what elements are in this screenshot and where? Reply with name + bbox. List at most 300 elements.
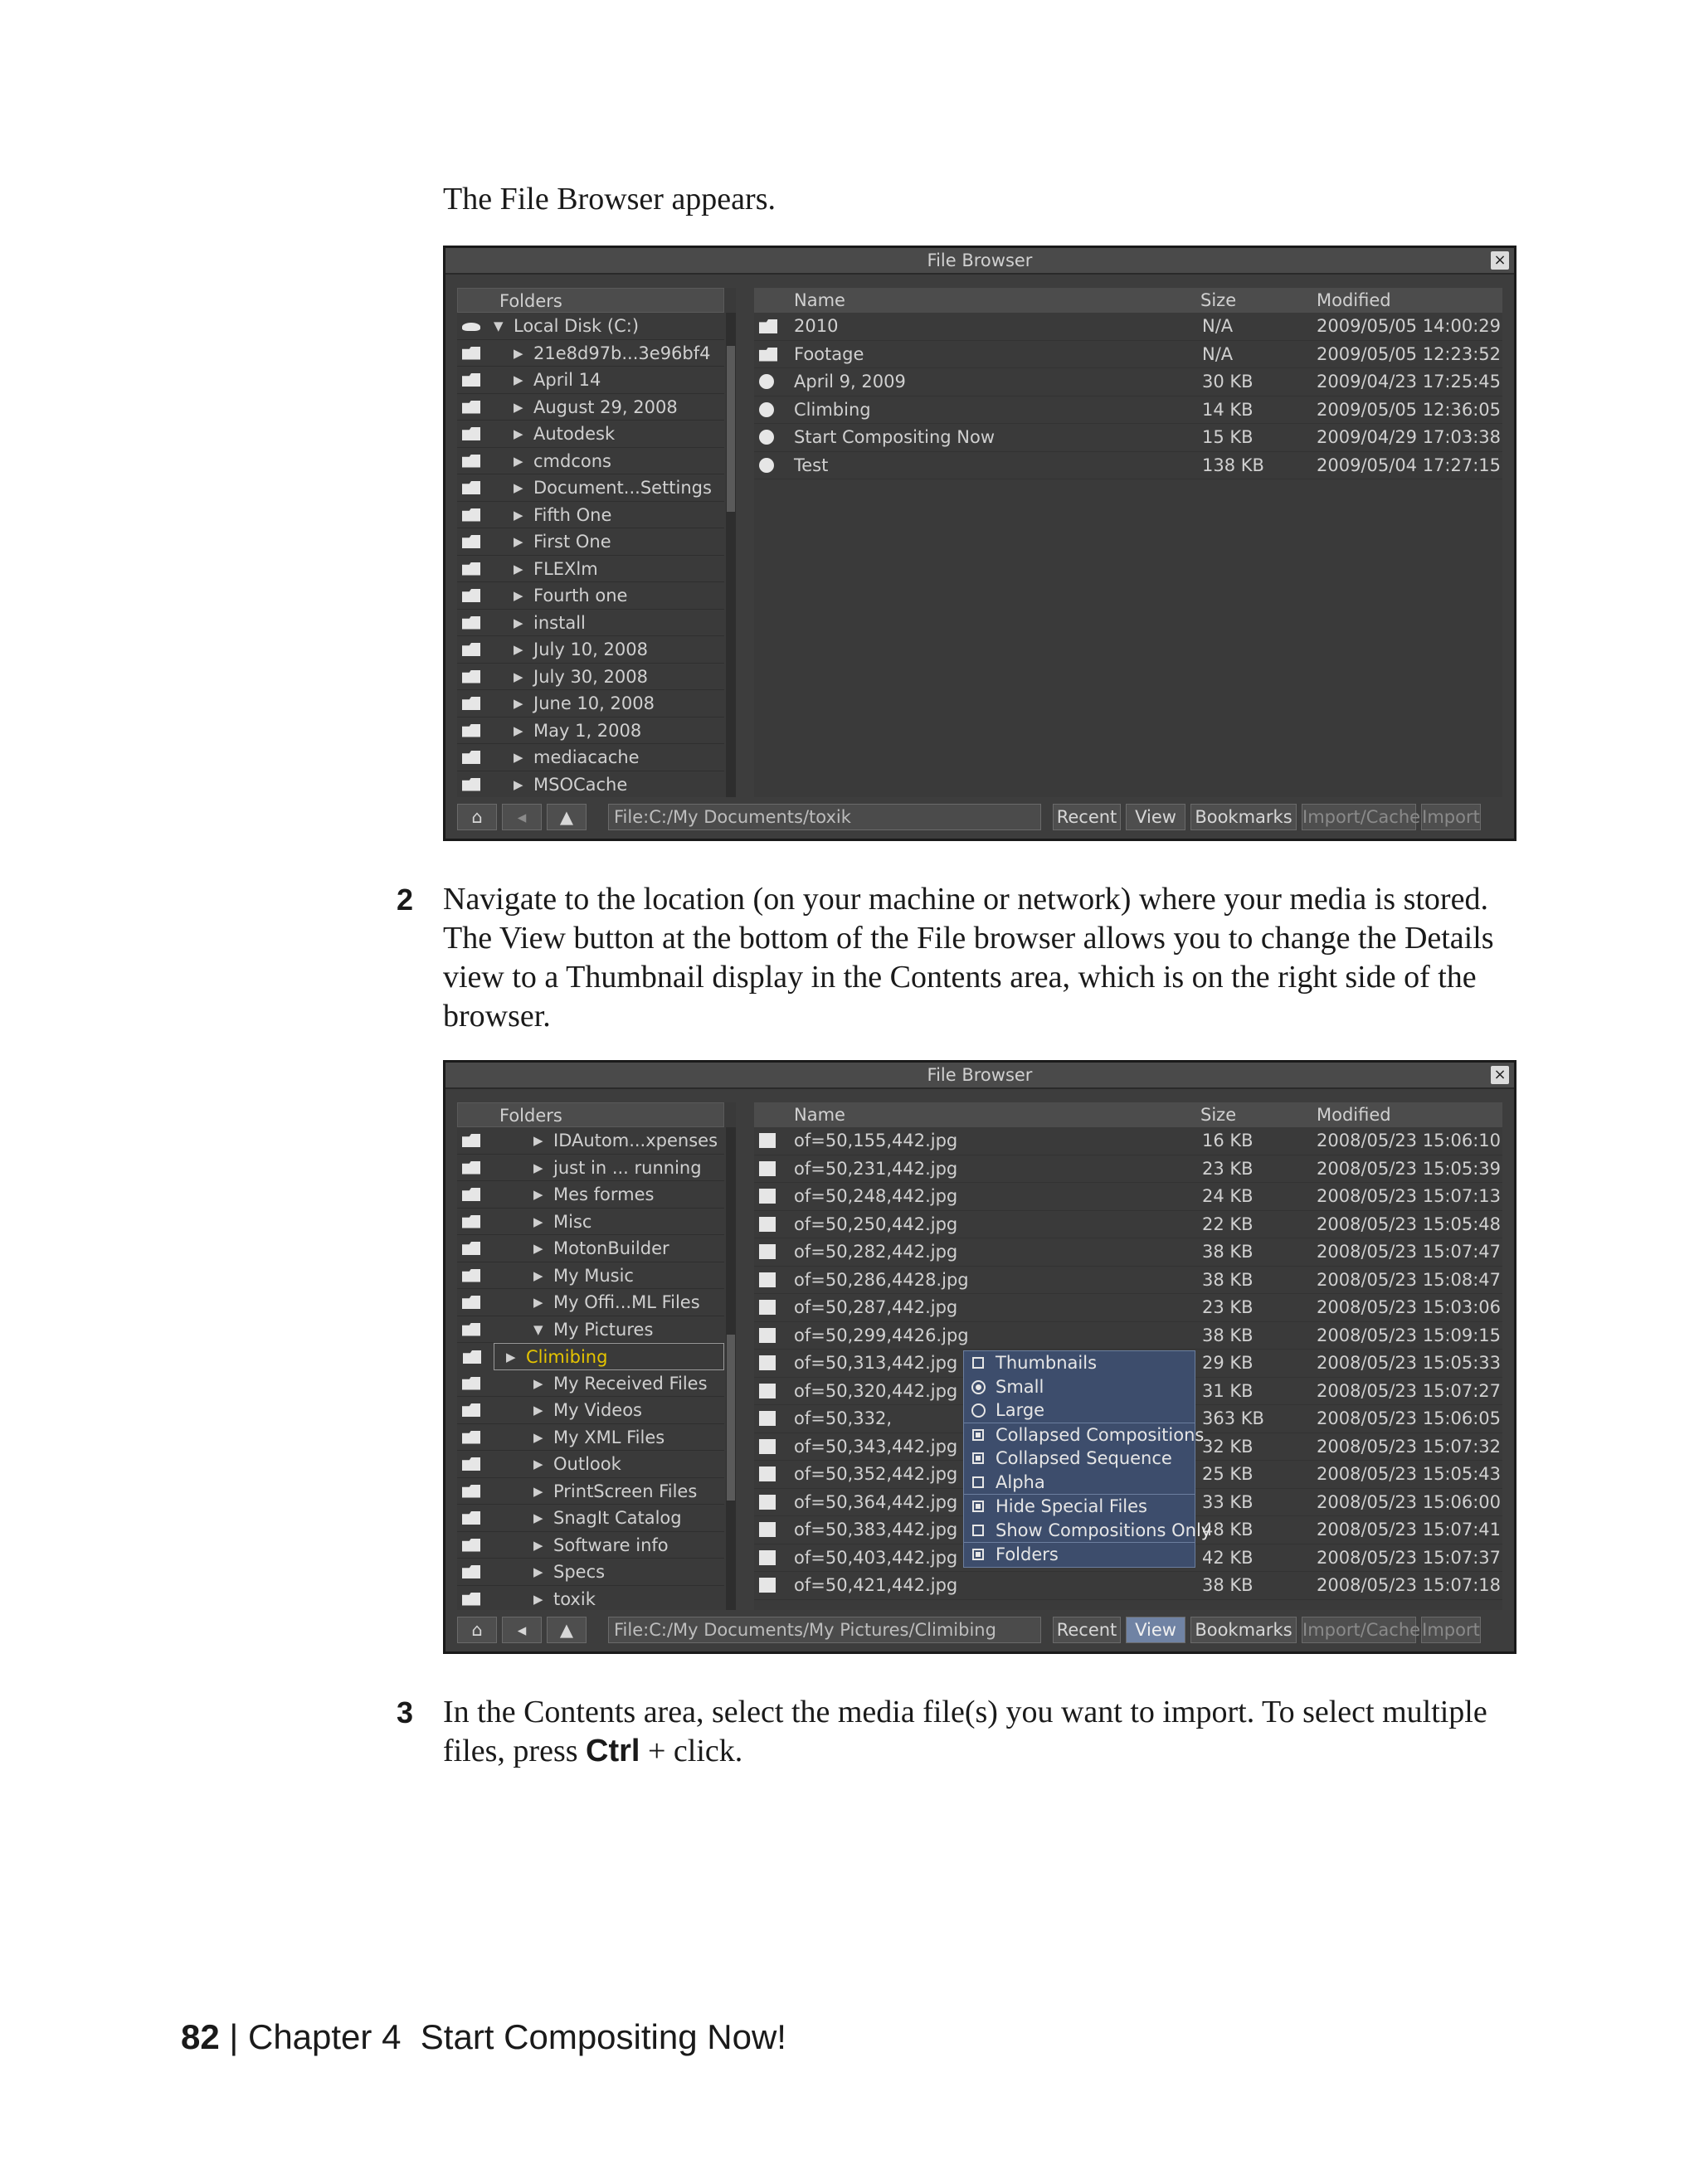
folder-item[interactable] xyxy=(457,474,724,502)
folder-label: 21e8d97b...3e96bf4 xyxy=(533,343,711,363)
folder-icon xyxy=(462,670,480,683)
file-size: 363 KB xyxy=(1202,1408,1264,1428)
page-number: 82 xyxy=(181,2017,220,2056)
file-size: 25 KB xyxy=(1202,1464,1254,1484)
folder-item[interactable] xyxy=(457,1370,724,1398)
folder-item[interactable] xyxy=(457,313,724,340)
up-icon[interactable]: ▲ xyxy=(547,1617,587,1643)
folder-label: Specs xyxy=(553,1562,606,1582)
expand-right-icon[interactable]: ▶ xyxy=(533,1429,543,1445)
file-modified: 2008/05/23 15:07:37 xyxy=(1317,1547,1502,1568)
file-name: of=50,332, xyxy=(794,1408,892,1428)
folder-item[interactable] xyxy=(457,1532,724,1559)
menu-item[interactable] xyxy=(964,1447,1195,1471)
file-modified: 2008/05/23 15:07:18 xyxy=(1317,1575,1502,1595)
expand-right-icon[interactable]: ▶ xyxy=(514,372,523,387)
step-number: 2 xyxy=(397,883,414,917)
composition-icon xyxy=(759,458,774,473)
expand-right-icon[interactable]: ▶ xyxy=(514,669,523,684)
expand-right-icon[interactable]: ▶ xyxy=(533,1295,543,1310)
file-size: 32 KB xyxy=(1202,1436,1254,1457)
folder-label: mediacache xyxy=(533,747,640,767)
home-icon[interactable]: ⌂ xyxy=(457,1617,497,1643)
folder-item[interactable] xyxy=(457,394,724,421)
bookmarks-button[interactable]: Bookmarks xyxy=(1190,804,1297,830)
folder-icon xyxy=(462,373,480,387)
folder-label: Document...Settings xyxy=(533,478,712,498)
file-name: of=50,286,4428.jpg xyxy=(794,1269,969,1290)
file-size: 30 KB xyxy=(1202,372,1254,392)
file-modified: 2008/05/23 15:08:47 xyxy=(1317,1269,1502,1290)
image-file-icon xyxy=(759,1522,776,1537)
expand-down-icon[interactable]: ▼ xyxy=(494,319,504,333)
image-file-icon xyxy=(759,1384,776,1398)
file-modified: 2008/05/23 15:07:47 xyxy=(1317,1242,1502,1262)
home-icon[interactable]: ⌂ xyxy=(457,804,497,830)
expand-right-icon[interactable]: ▶ xyxy=(506,1350,516,1364)
image-file-icon xyxy=(759,1439,776,1454)
folder-label: My Offi...ML Files xyxy=(553,1292,700,1312)
expand-right-icon[interactable]: ▶ xyxy=(533,1267,543,1283)
folder-item[interactable] xyxy=(457,717,724,745)
expand-right-icon[interactable]: ▶ xyxy=(533,1457,543,1471)
folder-icon xyxy=(462,1431,480,1444)
file-row[interactable] xyxy=(754,452,1502,480)
expand-right-icon[interactable]: ▶ xyxy=(514,426,523,441)
folders-header[interactable]: Folders xyxy=(457,1102,724,1127)
expand-right-icon[interactable]: ▶ xyxy=(514,561,523,576)
folder-label: just in ... running xyxy=(553,1157,702,1178)
file-size: 29 KB xyxy=(1202,1353,1254,1373)
folder-item[interactable] xyxy=(494,1343,724,1370)
folder-icon xyxy=(463,1350,481,1364)
file-modified: 2009/05/05 14:00:29 xyxy=(1317,316,1502,336)
expand-right-icon[interactable]: ▶ xyxy=(533,1591,543,1607)
folder-item[interactable] xyxy=(457,448,724,475)
expand-right-icon[interactable]: ▶ xyxy=(533,1187,543,1202)
folder-label: FLEXlm xyxy=(533,558,598,579)
file-row[interactable] xyxy=(754,1572,1502,1600)
expand-right-icon[interactable]: ▶ xyxy=(533,1564,543,1579)
folder-label: August 29, 2008 xyxy=(533,396,678,417)
menu-item-label: Small xyxy=(996,1376,1044,1397)
expand-right-icon[interactable]: ▶ xyxy=(514,399,523,415)
column-modified[interactable]: Modified xyxy=(1317,290,1391,310)
file-modified: 2009/05/04 17:27:15 xyxy=(1317,455,1502,475)
folder-label: My Videos xyxy=(553,1400,642,1420)
file-modified: 2008/05/23 15:07:32 xyxy=(1317,1436,1502,1457)
folder-label: June 10, 2008 xyxy=(533,693,655,713)
folder-label: Local Disk (C:) xyxy=(514,316,640,336)
menu-item-label: Thumbnails xyxy=(996,1353,1098,1373)
radio-icon[interactable] xyxy=(971,1403,986,1418)
file-name: of=50,287,442.jpg xyxy=(794,1297,958,1317)
folder-icon xyxy=(462,347,480,360)
folder-label: install xyxy=(533,612,586,633)
file-row[interactable] xyxy=(754,424,1502,452)
file-name: of=50,364,442.jpg xyxy=(794,1491,958,1512)
folder-icon xyxy=(462,724,480,737)
file-size: 23 KB xyxy=(1202,1158,1254,1179)
folder-item[interactable] xyxy=(457,1397,724,1424)
checkbox-icon[interactable] xyxy=(972,1452,984,1464)
image-file-icon xyxy=(759,1244,776,1259)
file-modified: 2009/05/05 12:23:52 xyxy=(1317,343,1502,364)
folder-item[interactable] xyxy=(457,1316,724,1344)
column-modified[interactable]: Modified xyxy=(1317,1105,1391,1125)
contents-panel xyxy=(754,1102,1502,1610)
folder-icon xyxy=(462,589,480,602)
menu-item-label: Collapsed Sequence xyxy=(996,1448,1172,1468)
folder-item[interactable] xyxy=(457,636,724,664)
file-row[interactable] xyxy=(754,1267,1502,1295)
expand-right-icon[interactable]: ▶ xyxy=(514,615,523,630)
file-row[interactable] xyxy=(754,396,1502,425)
expand-right-icon[interactable]: ▶ xyxy=(514,588,523,603)
expand-right-icon[interactable]: ▶ xyxy=(514,453,523,469)
folder-item[interactable] xyxy=(457,1559,724,1586)
checkbox-icon[interactable] xyxy=(972,1525,984,1536)
folder-label: toxik xyxy=(553,1588,596,1609)
menu-item[interactable] xyxy=(964,1398,1195,1423)
folder-icon xyxy=(462,1188,480,1201)
folder-item[interactable] xyxy=(457,690,724,717)
image-file-icon xyxy=(759,1328,776,1343)
folder-item[interactable] xyxy=(457,1289,724,1316)
folder-item[interactable] xyxy=(457,1155,724,1182)
folder-icon xyxy=(462,1242,480,1255)
view-button[interactable]: View xyxy=(1126,1617,1185,1643)
page-footer xyxy=(181,2017,786,2057)
checkbox-icon[interactable] xyxy=(972,1476,984,1488)
back-icon[interactable]: ◂ xyxy=(502,804,542,830)
step-number: 3 xyxy=(397,1695,414,1729)
file-name: of=50,383,442.jpg xyxy=(794,1520,958,1540)
file-row[interactable] xyxy=(754,1183,1502,1211)
folder-label: My Pictures xyxy=(553,1319,654,1340)
column-size[interactable]: Size xyxy=(1200,290,1237,310)
column-name[interactable]: Name xyxy=(794,290,845,310)
folders-scrollbar[interactable] xyxy=(726,1127,736,1610)
view-button[interactable]: View xyxy=(1126,804,1185,830)
file-modified: 2008/05/23 15:05:39 xyxy=(1317,1158,1502,1179)
folder-icon xyxy=(462,1269,480,1282)
folder-icon xyxy=(462,1511,480,1525)
folder-icon xyxy=(462,1296,480,1309)
column-size[interactable]: Size xyxy=(1200,1105,1237,1125)
image-file-icon xyxy=(759,1272,776,1287)
file-browser-window xyxy=(443,1060,1516,1654)
file-size: 23 KB xyxy=(1202,1297,1254,1317)
close-icon[interactable]: × xyxy=(1491,1066,1509,1084)
folder-icon xyxy=(462,1485,480,1498)
expand-right-icon[interactable]: ▶ xyxy=(533,1537,543,1553)
file-name: of=50,313,442.jpg xyxy=(794,1353,958,1373)
expand-right-icon[interactable]: ▶ xyxy=(533,1403,543,1418)
expand-down-icon[interactable]: ▼ xyxy=(533,1321,543,1337)
file-size: 31 KB xyxy=(1202,1380,1254,1401)
menu-item-label: Hide Special Files xyxy=(996,1496,1147,1516)
file-name: 2010 xyxy=(794,316,839,336)
expand-right-icon[interactable]: ▶ xyxy=(533,1375,543,1391)
checkbox-icon[interactable] xyxy=(972,1429,984,1441)
folder-label: Fourth one xyxy=(533,586,628,606)
folder-icon xyxy=(462,1565,480,1578)
folder-label: cmdcons xyxy=(533,450,611,471)
expand-right-icon[interactable]: ▶ xyxy=(533,1483,543,1499)
file-size: 48 KB xyxy=(1202,1520,1254,1540)
folder-icon xyxy=(462,1403,480,1417)
expand-right-icon[interactable]: ▶ xyxy=(533,1160,543,1175)
up-icon[interactable]: ▲ xyxy=(547,804,587,830)
folder-item[interactable] xyxy=(457,421,724,448)
folder-icon xyxy=(462,778,480,791)
folder-item[interactable] xyxy=(457,1478,724,1505)
folder-item[interactable] xyxy=(457,1451,724,1478)
file-size: 15 KB xyxy=(1202,427,1254,447)
chapter-label: Chapter 4 xyxy=(247,2017,402,2056)
folder-label: May 1, 2008 xyxy=(533,720,642,741)
expand-right-icon[interactable]: ▶ xyxy=(514,480,523,495)
expand-right-icon[interactable]: ▶ xyxy=(514,345,523,361)
folders-scrollbar[interactable] xyxy=(726,313,736,797)
file-modified: 2008/05/23 15:07:27 xyxy=(1317,1380,1502,1401)
file-modified: 2008/05/23 15:05:33 xyxy=(1317,1353,1502,1373)
menu-item[interactable] xyxy=(964,1375,1195,1399)
file-row[interactable] xyxy=(754,368,1502,396)
expand-right-icon[interactable]: ▶ xyxy=(514,642,523,657)
folder-item[interactable] xyxy=(457,528,724,556)
file-name: Start Compositing Now xyxy=(794,427,996,447)
composition-icon xyxy=(759,374,774,389)
file-row[interactable] xyxy=(754,1155,1502,1184)
folder-icon xyxy=(462,455,480,468)
file-name: of=50,403,442.jpg xyxy=(794,1547,958,1568)
expand-right-icon[interactable]: ▶ xyxy=(514,750,523,765)
folder-icon xyxy=(462,1377,480,1390)
folder-item[interactable] xyxy=(457,1424,724,1452)
folder-label: My XML Files xyxy=(553,1427,665,1447)
file-modified: 2008/05/23 15:09:15 xyxy=(1317,1325,1502,1345)
menu-item-label: Show Compositions Only xyxy=(996,1520,1212,1540)
folder-label: Climibing xyxy=(526,1347,608,1367)
menu-item[interactable] xyxy=(964,1494,1195,1519)
folder-item[interactable] xyxy=(457,1505,724,1532)
file-modified: 2008/05/23 15:06:05 xyxy=(1317,1408,1502,1428)
folder-icon xyxy=(462,616,480,630)
folder-item[interactable] xyxy=(457,744,724,771)
import-cache-button[interactable]: Import/Cache xyxy=(1302,804,1416,830)
step-2 xyxy=(397,880,1521,1036)
folder-label: My Music xyxy=(553,1265,634,1286)
recent-button[interactable]: Recent xyxy=(1053,804,1121,830)
expand-right-icon[interactable]: ▶ xyxy=(514,776,523,792)
file-size: 22 KB xyxy=(1202,1214,1254,1234)
expand-right-icon[interactable]: ▶ xyxy=(533,1241,543,1256)
image-file-icon xyxy=(759,1467,776,1481)
folder-icon xyxy=(462,481,480,494)
file-row[interactable] xyxy=(754,1322,1502,1350)
file-name: Climbing xyxy=(794,399,871,420)
folder-label: Autodesk xyxy=(533,424,616,444)
folder-label: Fifth One xyxy=(533,504,612,525)
menu-item[interactable] xyxy=(964,1542,1195,1567)
bookmarks-button[interactable]: Bookmarks xyxy=(1190,1617,1297,1643)
file-size: 33 KB xyxy=(1202,1491,1254,1512)
file-name: of=50,320,442.jpg xyxy=(794,1380,958,1401)
menu-item-label: Alpha xyxy=(996,1471,1045,1492)
expand-right-icon[interactable]: ▶ xyxy=(514,534,523,549)
back-icon[interactable]: ◂ xyxy=(502,1617,542,1643)
file-name: of=50,299,4426.jpg xyxy=(794,1325,969,1345)
intro-text: The File Browser appears. xyxy=(443,182,776,216)
contents-header xyxy=(754,288,1502,313)
expand-right-icon[interactable]: ▶ xyxy=(533,1214,543,1229)
folder-item[interactable] xyxy=(457,1235,724,1262)
import-button[interactable]: Import xyxy=(1421,1617,1481,1643)
folder-item[interactable] xyxy=(457,340,724,367)
file-name: of=50,231,442.jpg xyxy=(794,1158,958,1179)
key-ctrl: Ctrl xyxy=(586,1734,640,1768)
file-name: April 9, 2009 xyxy=(794,372,906,392)
contents-panel xyxy=(754,288,1502,797)
file-modified: 2009/05/05 12:36:05 xyxy=(1317,399,1502,420)
step-text: Navigate to the location (on your machine or network) where your media is stored. The View button at the bottom of the File browser allows you to change the Details view to a Thumbnail display in the Contents area, which is on the right side of the browser. xyxy=(443,882,1494,1034)
menu-item[interactable] xyxy=(964,1423,1205,1447)
file-modified: 2008/05/23 15:06:00 xyxy=(1317,1491,1502,1512)
file-size: 16 KB xyxy=(1202,1131,1254,1150)
menu-item-label: Folders xyxy=(996,1544,1059,1564)
close-icon[interactable]: × xyxy=(1491,251,1509,270)
image-file-icon xyxy=(759,1355,776,1370)
path-field[interactable]: File:C:/My Documents/My Pictures/Climibing xyxy=(608,1617,1041,1643)
expand-right-icon[interactable]: ▶ xyxy=(514,722,523,738)
checkbox-icon[interactable] xyxy=(972,1501,984,1512)
folder-icon xyxy=(759,348,777,362)
folder-label: First One xyxy=(533,532,611,552)
expand-right-icon[interactable]: ▶ xyxy=(533,1133,543,1148)
radio-icon[interactable] xyxy=(971,1380,986,1394)
folders-panel xyxy=(457,1102,736,1610)
folder-icon xyxy=(462,427,480,440)
folder-label: Mes formes xyxy=(553,1184,655,1204)
column-name[interactable]: Name xyxy=(794,1105,845,1125)
file-row[interactable] xyxy=(754,341,1502,369)
menu-item[interactable] xyxy=(964,1519,1212,1543)
file-row[interactable] xyxy=(754,1238,1502,1267)
file-row[interactable] xyxy=(754,1211,1502,1239)
expand-right-icon[interactable]: ▶ xyxy=(533,1510,543,1525)
file-row[interactable] xyxy=(754,1127,1502,1155)
checkbox-icon[interactable] xyxy=(972,1357,984,1369)
folder-icon xyxy=(462,1323,480,1336)
image-file-icon xyxy=(759,1217,776,1232)
folder-item[interactable] xyxy=(457,771,724,798)
import-button[interactable]: Import xyxy=(1421,804,1481,830)
file-size: 38 KB xyxy=(1202,1242,1254,1262)
checkbox-icon[interactable] xyxy=(972,1549,984,1560)
folder-item[interactable] xyxy=(457,1586,724,1611)
file-size: 38 KB xyxy=(1202,1325,1254,1345)
folder-icon xyxy=(462,697,480,710)
folder-icon xyxy=(462,1593,480,1606)
file-row[interactable] xyxy=(754,1294,1502,1322)
folder-icon xyxy=(759,319,777,333)
folder-icon xyxy=(462,1134,480,1147)
folder-icon xyxy=(462,751,480,764)
folder-item[interactable] xyxy=(457,1181,724,1209)
step-3 xyxy=(397,1693,1521,1771)
image-file-icon xyxy=(759,1189,776,1204)
composition-icon xyxy=(759,402,774,417)
composition-icon xyxy=(759,430,774,445)
folder-label: Software info xyxy=(553,1535,669,1555)
menu-item[interactable] xyxy=(964,1351,1195,1375)
folder-icon xyxy=(462,1457,480,1471)
file-name: of=50,155,442.jpg xyxy=(794,1131,958,1150)
menu-item[interactable] xyxy=(964,1471,1195,1495)
browser-toolbar xyxy=(457,1617,1502,1645)
file-browser-window xyxy=(443,246,1516,841)
file-size: 38 KB xyxy=(1202,1575,1254,1595)
folder-list xyxy=(457,1127,736,1610)
path-field[interactable]: File:C:/My Documents/toxik xyxy=(608,804,1041,830)
expand-right-icon[interactable]: ▶ xyxy=(514,507,523,523)
image-file-icon xyxy=(759,1578,776,1593)
image-file-icon xyxy=(759,1411,776,1426)
folder-item[interactable] xyxy=(457,1262,724,1290)
folder-label: Misc xyxy=(553,1211,592,1232)
chapter-title: Start Compositing Now! xyxy=(420,2017,786,2056)
folder-label: PrintScreen Files xyxy=(553,1481,698,1501)
file-modified: 2008/05/23 15:05:43 xyxy=(1317,1464,1502,1484)
folders-panel xyxy=(457,288,736,797)
folder-item[interactable] xyxy=(457,582,724,610)
folder-item[interactable] xyxy=(457,610,724,637)
window-title: File Browser xyxy=(445,1063,1514,1089)
folder-label: MSOCache xyxy=(533,774,628,795)
file-name: of=50,248,442.jpg xyxy=(794,1186,958,1206)
folder-item[interactable] xyxy=(457,556,724,583)
file-size: 138 KB xyxy=(1202,455,1264,475)
footer-separator: | xyxy=(229,2017,239,2056)
folder-item[interactable] xyxy=(457,1209,724,1236)
file-modified: 2009/04/29 17:03:38 xyxy=(1317,427,1502,447)
image-file-icon xyxy=(759,1550,776,1565)
folder-item[interactable] xyxy=(457,502,724,529)
expand-right-icon[interactable]: ▶ xyxy=(514,696,523,711)
file-size: N/A xyxy=(1202,343,1234,364)
step-text-before: In the Contents area, select the media file(s) you want to import. To select multiple files, press xyxy=(443,1695,1487,1768)
folder-item[interactable] xyxy=(457,1127,724,1155)
file-name: Footage xyxy=(794,343,864,364)
file-name: of=50,250,442.jpg xyxy=(794,1214,958,1234)
import-cache-button[interactable]: Import/Cache xyxy=(1302,1617,1416,1643)
folder-label: My Received Files xyxy=(553,1373,708,1394)
file-modified: 2009/04/23 17:25:45 xyxy=(1317,372,1502,392)
folder-item[interactable] xyxy=(457,367,724,394)
recent-button[interactable]: Recent xyxy=(1053,1617,1121,1643)
folder-item[interactable] xyxy=(457,664,724,691)
file-modified: 2008/05/23 15:07:13 xyxy=(1317,1186,1502,1206)
file-modified: 2008/05/23 15:05:48 xyxy=(1317,1214,1502,1234)
folders-header[interactable]: Folders xyxy=(457,288,724,313)
file-row[interactable] xyxy=(754,313,1502,341)
step-text xyxy=(443,1693,1521,1771)
folder-icon xyxy=(462,535,480,548)
folder-label: Outlook xyxy=(553,1454,621,1474)
file-name: of=50,282,442.jpg xyxy=(794,1242,958,1262)
